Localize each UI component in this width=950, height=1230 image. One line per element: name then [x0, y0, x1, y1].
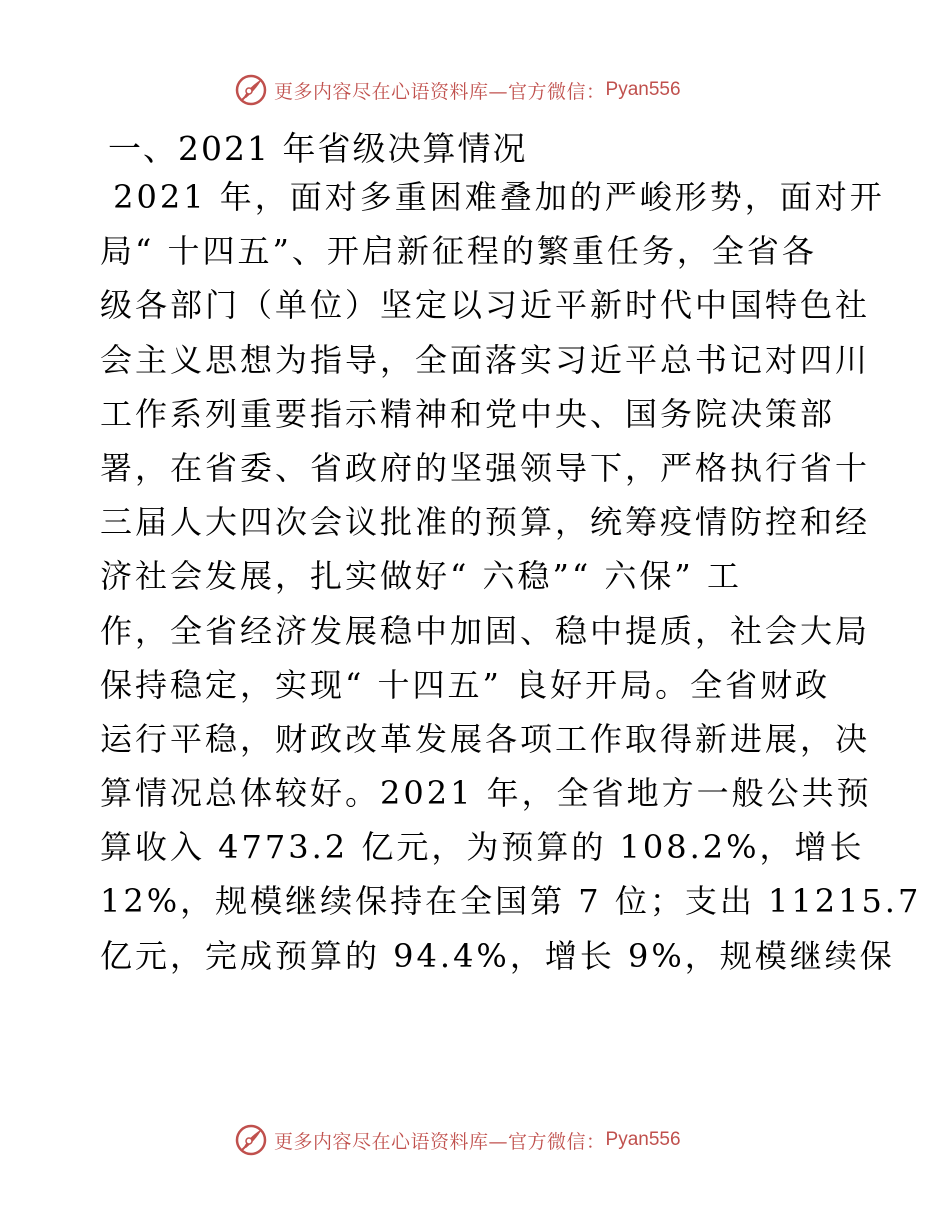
body-line: 12%，规模继续保持在全国第 7 位；支出 11215.7 [100, 882, 922, 921]
quill-logo-icon [234, 73, 268, 107]
body-line: 署，在省委、省政府的坚强领导下，严格执行省十 [100, 448, 871, 487]
header-watermark [234, 72, 681, 108]
footer-watermark [234, 1122, 681, 1158]
watermark-text: 更多内容尽在心语资料库—官方微信： [274, 1130, 606, 1153]
body-line: 工作系列重要指示精神和党中央、国务院决策部 [100, 394, 836, 433]
watermark-wechat-id: Pyan556 [605, 79, 681, 100]
body-line: 运行平稳，财政改革发展各项工作取得新进展，决 [100, 719, 871, 758]
body-line: 济社会发展，扎实做好“ 六稳”“ 六保” 工 [100, 557, 742, 596]
quill-logo-icon [234, 1123, 268, 1157]
watermark-text: 更多内容尽在心语资料库—官方微信： [274, 80, 606, 103]
body-line: 算情况总体较好。2021 年，全省地方一般公共预 [100, 774, 872, 813]
body-line: 算收入 4773.2 亿元，为预算的 108.2%，增长 [100, 828, 865, 867]
body-line: 作，全省经济发展稳中加固、稳中提质，社会大局 [100, 611, 871, 650]
watermark-wechat-id: Pyan556 [605, 1129, 681, 1150]
body-line: 局“ 十四五”、开启新征程的繁重任务，全省各 [100, 232, 817, 271]
section-heading: 一、2021 年省级决算情况 [108, 129, 528, 168]
body-line: 级各部门（单位）坚定以习近平新时代中国特色社 [100, 286, 871, 325]
body-paragraph [100, 170, 922, 983]
body-line: 亿元，完成预算的 94.4%，增长 9%，规模继续保 [100, 936, 895, 975]
body-line: 2021 年，面对多重困难叠加的严峻形势，面对开 [100, 178, 885, 216]
body-line: 三届人大四次会议批准的预算，统筹疫情防控和经 [100, 503, 871, 542]
body-line: 会主义思想为指导，全面落实习近平总书记对四川 [100, 340, 871, 379]
body-line: 保持稳定，实现“ 十四五” 良好开局。全省财政 [100, 665, 831, 704]
